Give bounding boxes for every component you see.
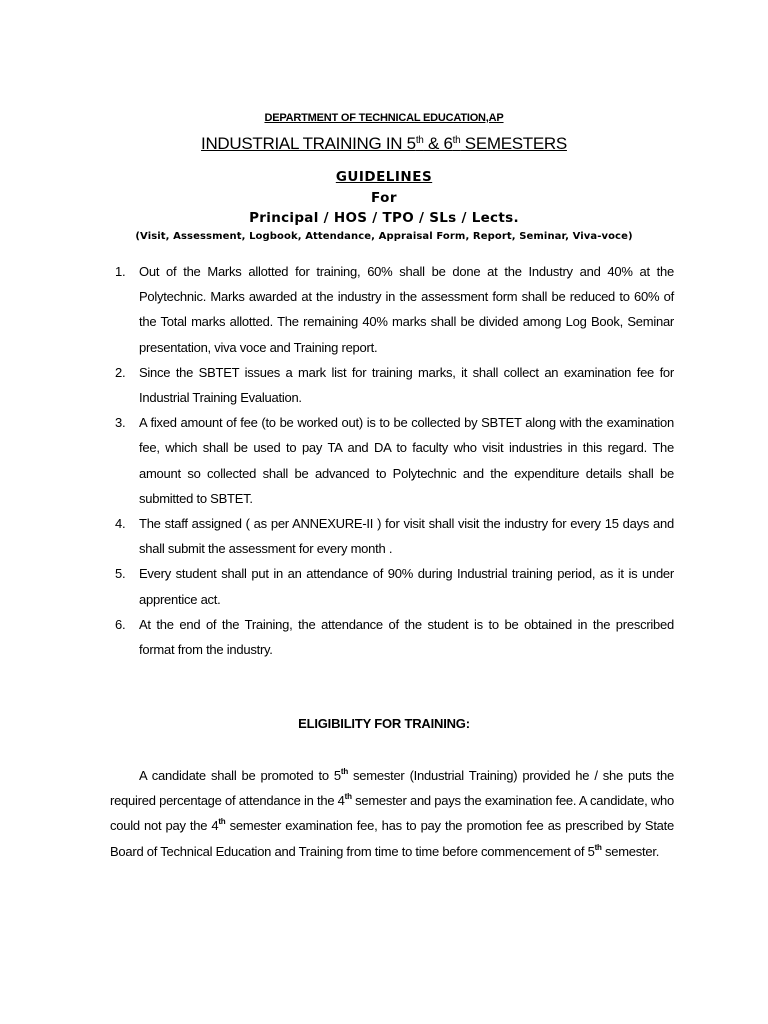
title-superscript: th <box>452 135 461 146</box>
ordinal-superscript: th <box>340 767 348 776</box>
list-item-text: Out of the Marks allotted for training, 60% shall be done at the Industry and 40% at the Polytechnic. Marks awarded at the industry in the assessment form shall be reduced to 60% of the Total marks allotted. The remaining 40% marks shall be divided among Log Book, Seminar presentation, viva voce and Training report. <box>139 264 674 355</box>
list-item-text: At the end of the Training, the attendance of the student is to be obtained in the prescribed format from the industry. <box>139 616 674 658</box>
list-item <box>110 511 674 561</box>
title-part: SEMESTERS <box>460 134 567 153</box>
list-item <box>110 561 674 611</box>
ordinal-superscript: th <box>344 792 352 802</box>
list-item-number: 6. <box>115 616 126 632</box>
list-item-number: 3. <box>115 415 126 431</box>
guidelines-for: For <box>370 190 398 206</box>
list-item-text: The staff assigned ( as per ANNEXURE-II ) for visit shall visit the industry for every 15 days and shall submit the assessment for every month . <box>139 516 674 557</box>
ordinal-superscript: th <box>594 842 602 852</box>
department-header: DEPARTMENT OF TECHNICAL EDUCATION,AP <box>264 112 504 124</box>
guidelines-scope: (Visit, Assessment, Logbook, Attendance, Appraisal Form, Report, Seminar, Viva-voce) <box>135 231 633 242</box>
paragraph-text: A candidate shall be promoted to 5 <box>139 768 341 783</box>
list-item <box>110 259 674 360</box>
list-item <box>110 612 674 662</box>
document-title <box>0 134 768 154</box>
list-item <box>110 410 674 511</box>
guidelines-list <box>110 259 674 662</box>
list-item-number: 1. <box>115 264 126 279</box>
ordinal-superscript: th <box>218 817 226 827</box>
guidelines-heading: GUIDELINES <box>335 169 433 185</box>
list-item-text: Since the SBTET issues a mark list for training marks, it shall collect an examination fee for Industrial Training Evaluation. <box>139 364 674 406</box>
list-item <box>110 360 674 410</box>
paragraph-text: semester and pays the examination fee. A candidate, who could not pay the 4 <box>110 793 675 834</box>
list-item-number: 2. <box>115 364 126 380</box>
title-superscript: th <box>415 135 424 146</box>
paragraph-text: semester examination fee, has to pay the promotion fee as prescribed by State Board of Technical Education and Training from time to time before commencement of 5 <box>110 818 675 859</box>
title-part: & 6 <box>423 134 453 153</box>
guidelines-audience: Principal / HOS / TPO / SLs / Lects. <box>249 210 519 226</box>
paragraph-text: semester (Industrial Training) provided he / she puts the required percentage of attendance in the 4 <box>110 768 674 809</box>
list-item-text: A fixed amount of fee (to be worked out) is to be collected by SBTET along with the examination fee, which shall be used to pay TA and DA to faculty who visit industries in this regard. The amount so collected shall be advanced to Polytechnic and the expenditure details shall be submitted to SBTET. <box>139 415 674 506</box>
paragraph-text: semester. <box>601 843 660 859</box>
eligibility-paragraph <box>110 763 674 864</box>
list-item-number: 5. <box>115 566 126 582</box>
list-item-number: 4. <box>115 516 126 532</box>
list-item-text: Every student shall put in an attendance of 90% during Industrial training period, as it is under apprentice act. <box>139 566 674 607</box>
title-part: INDUSTRIAL TRAINING IN 5 <box>201 134 416 153</box>
eligibility-heading: ELIGIBILITY FOR TRAINING: <box>298 716 470 731</box>
